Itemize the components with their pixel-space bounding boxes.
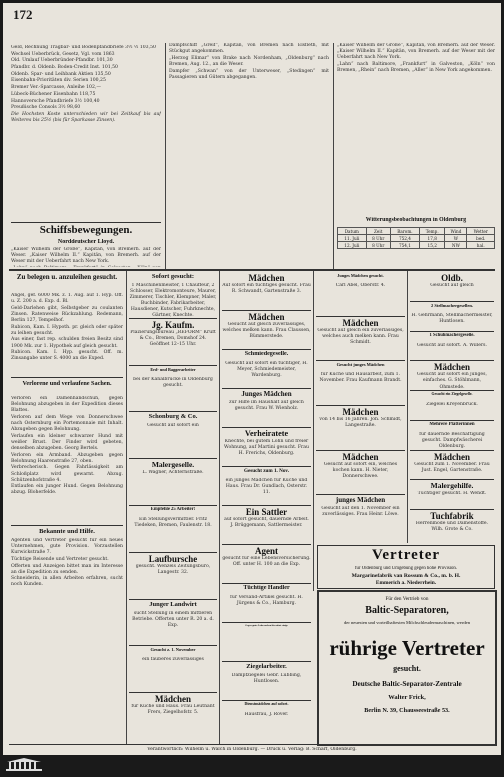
ad-title: Ziegelarbeiter. (246, 663, 287, 670)
weather-cell: bed. (467, 235, 495, 242)
ad-body: Gesucht auf sofort ein, welches kochen kann. H. Nieter, Donnerschwee. (323, 461, 398, 479)
ad-divider (222, 349, 311, 350)
weather-cell: 752,4 (390, 235, 419, 242)
news-item: Dampfer „Schwan“ von der Unterweser, „Stedingen“ mit Passagieren und Gütern abgegangen. (169, 68, 329, 80)
ad-body: Hausfrau, J. Röver. (244, 712, 289, 717)
news-item: „Kaiser Wilhelm der Große“, Kapitän, von Bremerh. auf der Weser. „Kaiser Wilhelm II.“ Kapitän, von Bremerh. auf der Weser mit der Ueberfahrt nach New York. (337, 43, 495, 61)
ad-title: Schonburg & Co. (148, 413, 198, 421)
column-rule (219, 271, 220, 745)
ad-item: Tüchtige Reisende und Vertreter gesucht. (11, 556, 109, 562)
ad-title: Dienstmädchen auf sofort. (244, 702, 289, 706)
ad-body: Tüchtiger gesucht. H. Wendt. (417, 491, 487, 497)
market-row: Preußische Consols 3½ 98,60 (11, 105, 81, 111)
ad-title: Mädchen (434, 362, 470, 373)
ad-divider (410, 360, 494, 361)
shipping-item: „Kaiser Wilhelm der Große“, Kapitän, von Bremerh. auf der Weser. „Kaiser Wilhelm II.“ Kapitän, von Bremerh. auf der Weser mit der Ueberfahrt nach New York. (11, 247, 161, 265)
ad-title: Junger Landwirt (149, 600, 197, 608)
ad-title: Mädchen (342, 317, 379, 328)
weather-header: Datum (338, 228, 367, 235)
ad-body: L. Wagner, Achternstraße. (142, 470, 204, 476)
ad-divider (222, 505, 311, 506)
shipping-items (11, 247, 161, 267)
ad-divider (222, 583, 311, 584)
lost-title: Verlorene und verlaufene Sachen. (22, 380, 112, 387)
ad-title: Gesucht ein Ziegelgeselle. (431, 392, 473, 397)
ad-title: Mädchen (155, 694, 191, 705)
ad-divider (129, 411, 217, 412)
ad-body: Dampfziegelei Gebr. Lübbing, Huntlosen. (231, 673, 302, 685)
ad-divider (222, 427, 311, 428)
ad-body: Gesucht auf den 1. November ein zuverlässiges. Frau Heinr. Löwe. (321, 506, 400, 518)
ad-item: Angel, gef. 6000 Mk. z. 1. Aug. auf 1. Hyp. Off. u. Z. 200 a. d. Exp. d. Bl. (11, 293, 123, 305)
weather-header: Wetter (467, 228, 495, 235)
ad-title: Mädchen (248, 312, 285, 322)
market-rates (11, 45, 161, 205)
market-row: Eisenbahn-Prioritäten div. Serien 100,25 (11, 78, 106, 84)
ad-body: für Versand-Artikel gesucht. H. Jürgens & Co., Hamburg. (230, 595, 303, 607)
ad-body: Ziegelei Kreyenbrück. (426, 402, 478, 408)
page-number: 172 (13, 7, 33, 22)
ad-body: sucht Stellung in einem mittleren Betriebe. Offerten unter R. 20 a. d. Exp. (132, 610, 214, 628)
lost-ads (11, 396, 123, 522)
ad-divider (410, 450, 494, 451)
ad-body: Gesucht zum 1. November. Frau Just. Engel, Gartenstraße. (414, 461, 490, 473)
column-rule (126, 271, 127, 745)
ad-divider (410, 479, 494, 480)
weather-title: Witterungsbeobachtungen in Oldenburg (365, 217, 467, 223)
weather-header: Zeit (366, 228, 390, 235)
ad-item: Rubicon, Kam. I. Hypoth. pr. gleich oder später zu leihen gesucht. (11, 324, 123, 336)
news-column-right (337, 43, 495, 205)
weather-cell: 17,8 (420, 235, 445, 242)
ad-title: Mädchen (434, 451, 470, 462)
loans-ads (11, 293, 123, 373)
weather-cell: W (445, 235, 467, 242)
weather-cell: 8 Uhr (366, 235, 390, 242)
ad-title: Schmiedegeselle. (244, 351, 289, 357)
ad-item: Verloren ein Armband. Abzugeben gegen Belohnung Haarenstraße 27, oben. (11, 452, 123, 464)
footer-rule (9, 744, 495, 745)
ad-divider (410, 509, 494, 510)
footer-imprint: Verantwortlich: Wilhelm u. Walch in Oldenburg. — Druck u. Verlag: B. Scharf, Oldenburg. (147, 747, 357, 752)
baltic-ad (317, 590, 497, 746)
ad-divider (316, 316, 405, 317)
ad-divider (410, 301, 494, 302)
weather-header: Temp. (420, 228, 445, 235)
market-row: Pfandbr. d. Oldenb. Boden-Credit Inst. 101,50 (11, 65, 118, 71)
ad-divider (129, 599, 217, 600)
section-divider (9, 269, 495, 271)
ad-item: Verbrecherisch. Gegen Fahrlässigkeit am Schloßplatz wird gewarnt. Abzug. Schützenhofstraße 4. (11, 465, 123, 483)
ad-title: Tüchtige Handler (243, 585, 290, 591)
ad-body: Gesucht auf sofort ein tüchtiger, H. Meyer, Schmiedemeister, Wardenburg. (225, 361, 308, 379)
help-ads (11, 538, 123, 738)
ad-title: Junges Mädchen gesucht. (337, 273, 384, 278)
ad-body: H. Gehrmann, Stellmachermeister, Huntlosen. (411, 312, 493, 324)
ad-item: Verloren ein Damenhandschuh, gegen Belohnung abzugeben in der Expedition dieses Blattes. (11, 396, 123, 414)
ad-body: für dauernde Beschäftigung gesucht. Dampfwäscherei Oldenburg. (419, 431, 485, 449)
baltic-address: Berlin N. 39, Chausseestraße 53. (364, 707, 450, 714)
ad-divider (222, 466, 311, 467)
vertreter-title: Vertreter (371, 547, 441, 563)
ad-divider (129, 318, 217, 319)
ad-divider (222, 661, 311, 662)
ad-title: Gesucht junges Mädchen (336, 362, 385, 368)
baltic-person: Walter Frick, (388, 694, 426, 701)
news-item: „Herzog Elimar“ von Brake nach Nordenham, „Oldenburg“ nach Bremen, Aug. 12., an die Weser. (169, 55, 329, 67)
baltic-line: der neuesten und vorteilhaftesten Milchschleudermaschinen, werden (343, 620, 471, 625)
ad-title: Laufbursche (148, 553, 198, 564)
ad-body: Gesucht auf sofort ein junges, einfaches. G. Stöhlmann, Ohmstede. (417, 372, 487, 390)
ad-body: zur Hilfe im Haushalt auf gleich gesucht. Frau W. Wienholz. (229, 400, 304, 412)
weather-cell: 12. Juli (338, 242, 367, 249)
ad-title: Ein Sattler (245, 507, 288, 517)
baltic-company: Deutsche Baltic-Separator-Zentrale (352, 680, 462, 688)
column-rule (407, 271, 408, 543)
news-column (169, 43, 329, 267)
ad-title: Mehrere Plätterinnen (429, 421, 475, 427)
market-row: Lübeck-Büchener Eisenbahn 118,75 (11, 91, 96, 97)
ad-title: Gesucht zum 1. Nov. (244, 468, 289, 474)
weather-cell: 754,1 (390, 242, 419, 249)
ad-item: Offerten und Anzeigen bittet man im Interesse an die Expedition zu senden. (11, 563, 123, 575)
ad-divider (222, 310, 311, 311)
shipping-item (11, 266, 161, 267)
ad-divider (129, 692, 217, 693)
ad-title: Gegen gutes Lohn suchen für sofort einige (245, 624, 288, 627)
ad-body: Ein Stellungsvermittler. Fritz Tiedeken, Bremen, Faulenstr. 18. (134, 517, 212, 529)
weather-cell: hal. (467, 242, 495, 249)
ad-body: Carl Abel, Oberstr. 4. (335, 283, 386, 288)
baltic-headline2: gesucht. (393, 664, 421, 673)
ad-item: Aus einer, fast rep. schulden freien Besitz sind 1900 Mk. zur 1. Hypothek auf gleich gesucht. (11, 337, 123, 349)
ad-divider (129, 365, 217, 366)
ad-item: Verloren auf dem Wege von Donnerschwee nach Osternburg ein Portemonnaie mit Inhalt. Abzugeben gegen Belohnung. (11, 414, 123, 433)
ad-body: Knechte, bei gutem Lohn und freier Wohnung, auf Martini gesucht. Frau H. Frerichs, Oldenburg. (224, 439, 309, 457)
ad-title: Gesucht z. 1. November (150, 647, 196, 653)
shipping-subtitle: Norddeutscher Lloyd. (57, 239, 115, 245)
ad-divider (316, 360, 405, 361)
ad-divider (410, 420, 494, 421)
ad-divider (316, 494, 405, 495)
ad-item: Geld-Darlehen gibt, Selbstgeber zu coulanten Zinsen. Ratenweise Rückzahlung. Redemann, Berlin 127, Tempelhof. (11, 305, 123, 323)
market-row: Oldenb. Spar- und Leihbank Aktien 135,50 (11, 71, 111, 77)
ad-divider (410, 331, 494, 332)
ad-body: Gesucht auf gleich zuverlässiges, welches melken kann. Frau Claussen, Bümmerstede. (222, 322, 311, 340)
ad-body: Gesucht auf gleich (430, 283, 474, 288)
market-row: Geld, Rechnung Tragbar- und Bodenpfandbriefe 3½ ½ 103,50 (11, 45, 156, 50)
ad-title: Mädchen (342, 451, 379, 462)
market-note: Die Hochsten Koste unterschieden wir bei Zeitkauf bis auf Weiteres bis 25½ (bis für Sparkasse Zinsen). (11, 111, 161, 123)
news-item: „Lahn“ nach Baltimore, „Frankfurt“ in Galveston, „Köln“ von Bremen, „Rhein“ nach Bremen, „Aller“ in New York angekommen. (337, 61, 495, 73)
ad-title: Mädchen (248, 273, 285, 283)
ad-title: 1 Schuhmachergeselle. (429, 332, 475, 338)
ad-title: Empfehle 25 Arbeiter! (150, 507, 196, 512)
column-rule (313, 271, 314, 591)
ad-title: 2 Stellmachergesellen. (431, 302, 473, 308)
ad-title: Jg. Kaufm. (151, 319, 195, 330)
ad-body: Auf sofort ein tüchtiges gesucht. Frau R. Schwandt, Gartenstraße 3. (222, 283, 311, 295)
ad-title: junges Mädchen (335, 496, 386, 505)
ad-body: Gesucht auf sofort. A. Willers. (417, 342, 487, 348)
ad-item: Verlaufen ein kleiner schwarzer Hund mit weißer Brust. Der Finder wird gebeten, denselben abzugeben. Georg Bertels. (11, 433, 123, 451)
ad-body: Herrenmode und Damenstoffe. Wilh. Grote & Co. (415, 521, 489, 533)
ad-divider (222, 544, 311, 545)
column-rule (165, 43, 166, 269)
ad-body: ein fauberes zuverlässiges (142, 657, 204, 663)
market-row: Hannoversche Pfandbriefe 3½ 100,40 (11, 98, 100, 104)
ad-body: für Küche und Hausarbeit, zum 1. November. Frau Kaufmann Brandt. (319, 372, 402, 384)
ad-divider (222, 700, 311, 701)
market-row: Bremer Ver.-Sparcasse, Anleihe 102,— (11, 85, 101, 91)
ad-title: Malergeselle. (151, 460, 195, 470)
ad-divider (222, 388, 311, 389)
ad-body: 1 Maschinenmeister, 1 Chauffeur, 2 Schlosser, Elektromonteure, Maurer, Zimmerer, Tischler, Klempner, Maler, Buchbinder, Fabrikarbeiter, Hausdiener, Kutscher, Fuhrknechte, Gärtner, Knechte. (129, 283, 217, 317)
ad-body: bei der Kanalbrücke in Oldenburg gesucht. (133, 376, 213, 388)
ad-item: Entlaufen ein junger Hund. Gegen Belohnung abzug. Bloherfelde. (11, 484, 123, 496)
newspaper-page (3, 3, 501, 755)
ad-body: ein junges Mädchen für Küche und Haus. Frau Dr. Gundlach, Osterstr. 11. (225, 478, 308, 496)
baltic-intro: Für den Vertrieb von (385, 596, 429, 602)
loans-title: Zu belegen u. anzuleihen gesucht. (16, 273, 118, 281)
library-logo-icon (4, 757, 44, 775)
baltic-headline: rührige Vertreter (329, 636, 485, 660)
ad-title: Verheiratete (244, 429, 289, 438)
vertreter-ad (317, 545, 495, 589)
weather-header: Wind (445, 228, 467, 235)
vertreter-line: für Oldenburg und Umgebung gegen hohe Provision. (354, 566, 458, 571)
ad-divider (316, 450, 405, 451)
weather-cell: 11. Juli (338, 235, 367, 242)
news-item: Dampfschiff „Greif“, Kapitän, von Bremen nach Elsfleth, mit Stückgut angekommen. (169, 43, 329, 55)
ad-title: Mädchen (342, 407, 379, 417)
ad-title: Tuchfabrik (430, 511, 474, 522)
bottom-strip (0, 755, 504, 777)
help-title: Bekannte und Hilfe. (39, 528, 95, 535)
vertreter-company: Margarinefabrik van Rossum & Co., m. b. H. (351, 573, 461, 579)
weather-table (337, 227, 495, 249)
ad-title: Agent (255, 546, 278, 556)
vertreter-place: Emmerich a. Niederrhein. (375, 580, 437, 586)
divider (11, 377, 123, 378)
ad-body: für Küche und Haus. Frau Leutnant Frers, Ziegelhofstr. 5. (131, 704, 215, 716)
ad-body: Gesucht auf gleich ein zuverlässiges, welches auch melken kann. Frau Schmidt. (317, 327, 404, 345)
baltic-title: Baltic-Separatoren, (365, 605, 449, 616)
weather-cell: NW (445, 242, 467, 249)
weather-header: Barom. (390, 228, 419, 235)
ad-divider (129, 505, 217, 506)
ad-item: Agenten und Vertreter gesucht für ein neues Unternehmen, gute Provision. Vorzustellen Kurwickstraße 7. (11, 538, 123, 556)
ad-item: Schneiderin, in allen Arbeiten erfahren, sucht noch Kunden. (11, 576, 123, 588)
ad-item: Rubicon. Kam. I. Hyp. gesucht. Off. m. Zinsangabe unter S. 4000 an die Exped. (11, 350, 123, 362)
market-row: Wechsel Ueberbrück, Gesetz, Vgl. vom 1863 (11, 51, 115, 57)
divider (11, 222, 161, 223)
ad-title: Malergehilfe. (430, 481, 474, 491)
ad-body: gesucht für eine Lebensversicherung. Off. unter H. 100 an die Exp. (222, 556, 311, 568)
column-rule (333, 43, 334, 269)
weather-row (338, 235, 495, 242)
ad-divider (129, 458, 217, 459)
weather-cell: 8 Uhr (366, 242, 390, 249)
ad-body: von 14 bis 16 Jahren. Joh. Schmidt, Langestraße. (319, 417, 402, 429)
ad-title: Junges Mädchen (241, 390, 292, 398)
ad-divider (410, 390, 494, 391)
ad-body: Gesucht auf sofort ein (147, 423, 199, 429)
ad-title: Sofort gesucht: (151, 273, 195, 280)
shipping-title: Schiffsbewegungen. (39, 224, 133, 236)
market-row: Old. Umlauf Ueberbründer-Pfandbr. 101,30 (11, 58, 113, 64)
ad-divider (316, 405, 405, 406)
ad-divider (222, 622, 311, 623)
ad-body (222, 634, 311, 660)
ad-divider (129, 552, 217, 553)
weather-row (338, 242, 495, 249)
divider (11, 525, 123, 526)
ad-title: Oldb. (441, 273, 463, 283)
ad-body: gesucht. Wenzels Zeitungsbüro, Langestr. 32. (135, 563, 211, 575)
ad-divider (129, 645, 217, 646)
ad-title: Erd- und Baggerarbeiter (150, 366, 196, 372)
ad-body: Plazierungsbureau „REFORM“ Kruft & Co., Bremen, Domshof 24. Geöffnet 12–15 Uhr. (130, 329, 216, 347)
weather-cell: 15,2 (420, 242, 445, 249)
ad-body: auf sofort gesucht, dauernde Arbeit. J. Brüggemann, Sattlermeister. (224, 517, 309, 529)
